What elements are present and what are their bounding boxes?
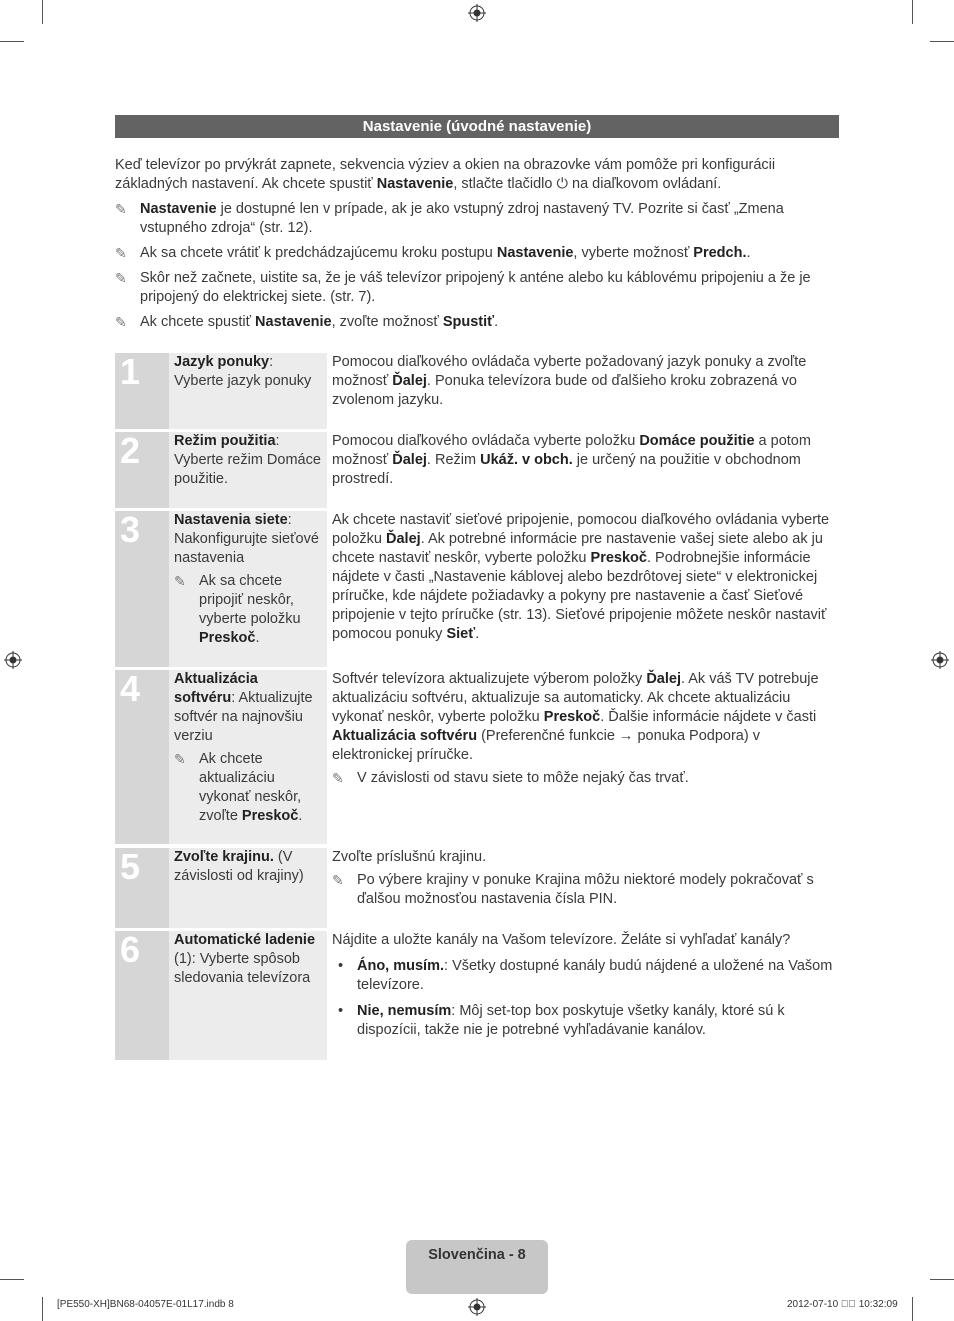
step-label: Zvoľte krajinu. (V závislosti od krajiny) xyxy=(169,848,327,928)
step-description: Softvér televízora aktualizujete výberom položky Ďalej. Ak váš TV potrebuje aktualizáciu softvéru, aktualizuje sa automaticky. Ak chcete aktualizáciu vykonať neskôr, vyberte položku Preskoč. Ďalšie informácie nájdete v časti Aktualizácia softvéru (Preferenčné funkcie → ponuka Podpora) v elektronickej príručke. ✎ V závislosti od stavu siete to môže nejaký čas trvať. xyxy=(332,670,837,788)
pencil-note-icon: ✎ xyxy=(332,770,344,786)
step-note: ✎ V závislosti od stavu siete to môže nejaký čas trvať. xyxy=(332,770,689,786)
step-note: ✎ Ak chcete aktualizáciu vykonať neskôr, zvoľte Preskoč. xyxy=(174,751,303,824)
bullet-icon: • xyxy=(338,958,344,974)
step-5 xyxy=(115,848,839,928)
page-number-tab: Slovenčina - 8 xyxy=(406,1240,548,1294)
step-description: Pomocou diaľkového ovládača vyberte položku Domáce použitie a potom možnosť Ďalej. Režim Ukáž. v obch. je určený na použitie v obchodnom prostredí. xyxy=(332,433,811,487)
step-description: Nájdite a uložte kanály na Vašom televízore. Želáte si vyhľadať kanály? • Áno, musím.: Všetky dostupné kanály budú nájdené a uložené na Vašom televízore. • Nie, nemusím: Môj set-top box poskytuje všetky kanály, ktoré sú k dispozícii, takže nie je potrebné vyhľadávanie kanálov. xyxy=(332,931,837,1040)
crop-mark xyxy=(42,0,43,24)
section-title: Nastavenie (úvodné nastavenie) xyxy=(115,115,839,138)
step-label: Jazyk ponuky: Vyberte jazyk ponuky xyxy=(169,353,327,429)
step-description: Ak chcete nastaviť sieťové pripojenie, pomocou diaľkového ovládania vyberte položku Ďalej. Ak potrebné informácie pre nastavenie vašej siete alebo ak ju chcete nastaviť neskôr, vyberte položku Preskoč. Podrobnejšie informácie nájdete v časti „Nastavenie káblovej alebo bezdrôtovej siete“ v elektronickej príručke, kde nájdete požiadavky a pokyny pre nastavenie a časť Sieťové pripojenie v tejto príručke (str. 13). Sieťové pripojenie môžete neskôr nastaviť pomocou ponuky Sieť. xyxy=(332,512,830,642)
step-label: Automatické ladenie (1): Vyberte spôsob sledovania televízora xyxy=(169,931,327,1060)
crop-mark xyxy=(912,0,913,24)
step-note: ✎ Ak sa chcete pripojiť neskôr, vyberte položku Preskoč. xyxy=(174,573,301,646)
intro-note: ✎ Nastavenie je dostupné len v prípade, ak je ako vstupný zdroj nastavený TV. Pozrite si časť „Zmena vstupného zdroja“ (str. 12). xyxy=(115,201,784,236)
step-label: Aktualizácia softvéru: Aktualizujte softvér na najnovšiu verziu ✎ Ak chcete aktualizáciu vykonať neskôr, zvoľte Preskoč. xyxy=(169,670,327,844)
crop-mark xyxy=(42,1297,43,1321)
list-item: • Áno, musím.: Všetky dostupné kanály budú nájdené a uložené na Vašom televízore. xyxy=(332,957,837,995)
step-1 xyxy=(115,353,839,429)
pencil-note-icon: ✎ xyxy=(115,245,127,261)
intro-note: ✎ Ak sa chcete vrátiť k predchádzajúcemu kroku postupu Nastavenie, vyberte možnosť Predch.. xyxy=(115,245,751,261)
step-label: Režim použitia: Vyberte režim Domáce použitie. xyxy=(169,432,327,508)
step-description: Zvoľte príslušnú krajinu. ✎ Po výbere krajiny v ponuke Krajina môžu niektoré modely pokračovať s ďalšou možnosťou nastavenia čísla PIN. xyxy=(332,848,837,909)
step-4 xyxy=(115,670,839,844)
pencil-note-icon: ✎ xyxy=(174,573,186,589)
registration-mark-icon xyxy=(931,651,949,669)
intro-note: ✎ Skôr než začnete, uistite sa, že je váš televízor pripojený k anténe alebo ku káblovému pripojeniu a že je pripojený do elektrickej siete. (str. 7). xyxy=(115,270,811,305)
step-note: ✎ Po výbere krajiny v ponuke Krajina môžu niektoré modely pokračovať s ďalšou možnosťou nastavenia čísla PIN. xyxy=(332,872,814,907)
step-label: Nastavenia siete: Nakonfigurujte sieťové nastavenia ✎ Ak sa chcete pripojiť neskôr, vyberte položku Preskoč. xyxy=(169,511,327,667)
intro-section xyxy=(115,156,835,332)
registration-mark-icon xyxy=(468,1298,486,1316)
step-number: 2 xyxy=(115,432,169,508)
list-item: • Nie, nemusím: Môj set-top box poskytuje všetky kanály, ktoré sú k dispozícii, takže nie je potrebné vyhľadávanie kanálov. xyxy=(332,1002,837,1040)
registration-mark-icon xyxy=(468,4,486,22)
intro-note: ✎ Ak chcete spustiť Nastavenie, zvoľte možnosť Spustiť. xyxy=(115,314,499,330)
pencil-note-icon: ✎ xyxy=(115,314,127,330)
crop-mark xyxy=(0,1279,24,1280)
step-6 xyxy=(115,931,839,1060)
step-number: 3 xyxy=(115,511,169,667)
step-number: 4 xyxy=(115,670,169,844)
crop-mark xyxy=(930,41,954,42)
crop-mark xyxy=(912,1297,913,1321)
intro-paragraph: Keď televízor po prvýkrát zapnete, sekvencia výziev a okien na obrazovke vám pomôže pri konfigurácii základných nastavení. Ak chcete spustiť Nastavenie, stlačte tlačidlo ⏻ na diaľkovom ovládaní. xyxy=(115,157,776,192)
step-3 xyxy=(115,511,839,667)
step-number: 6 xyxy=(115,931,169,1060)
crop-mark xyxy=(0,41,24,42)
bullet-icon: • xyxy=(338,1003,344,1019)
registration-mark-icon xyxy=(4,651,22,669)
step-number: 5 xyxy=(115,848,169,928)
pencil-note-icon: ✎ xyxy=(115,201,127,217)
pencil-note-icon: ✎ xyxy=(332,872,344,888)
step-2 xyxy=(115,432,839,508)
footer-file-info: [PE550-XH]BN68-04057E-01L17.indb 8 xyxy=(57,1299,234,1310)
step-number: 1 xyxy=(115,353,169,429)
pencil-note-icon: ✎ xyxy=(115,270,127,286)
crop-mark xyxy=(930,1279,954,1280)
footer-timestamp: 2012-07-10 ￿￿ 10:32:09 xyxy=(787,1299,898,1310)
step-description: Pomocou diaľkového ovládača vyberte požadovaný jazyk ponuky a zvoľte možnosť Ďalej. Ponuka televízora bude od ďalšieho kroku zobrazená vo zvolenom jazyku. xyxy=(332,354,807,408)
pencil-note-icon: ✎ xyxy=(174,751,186,767)
